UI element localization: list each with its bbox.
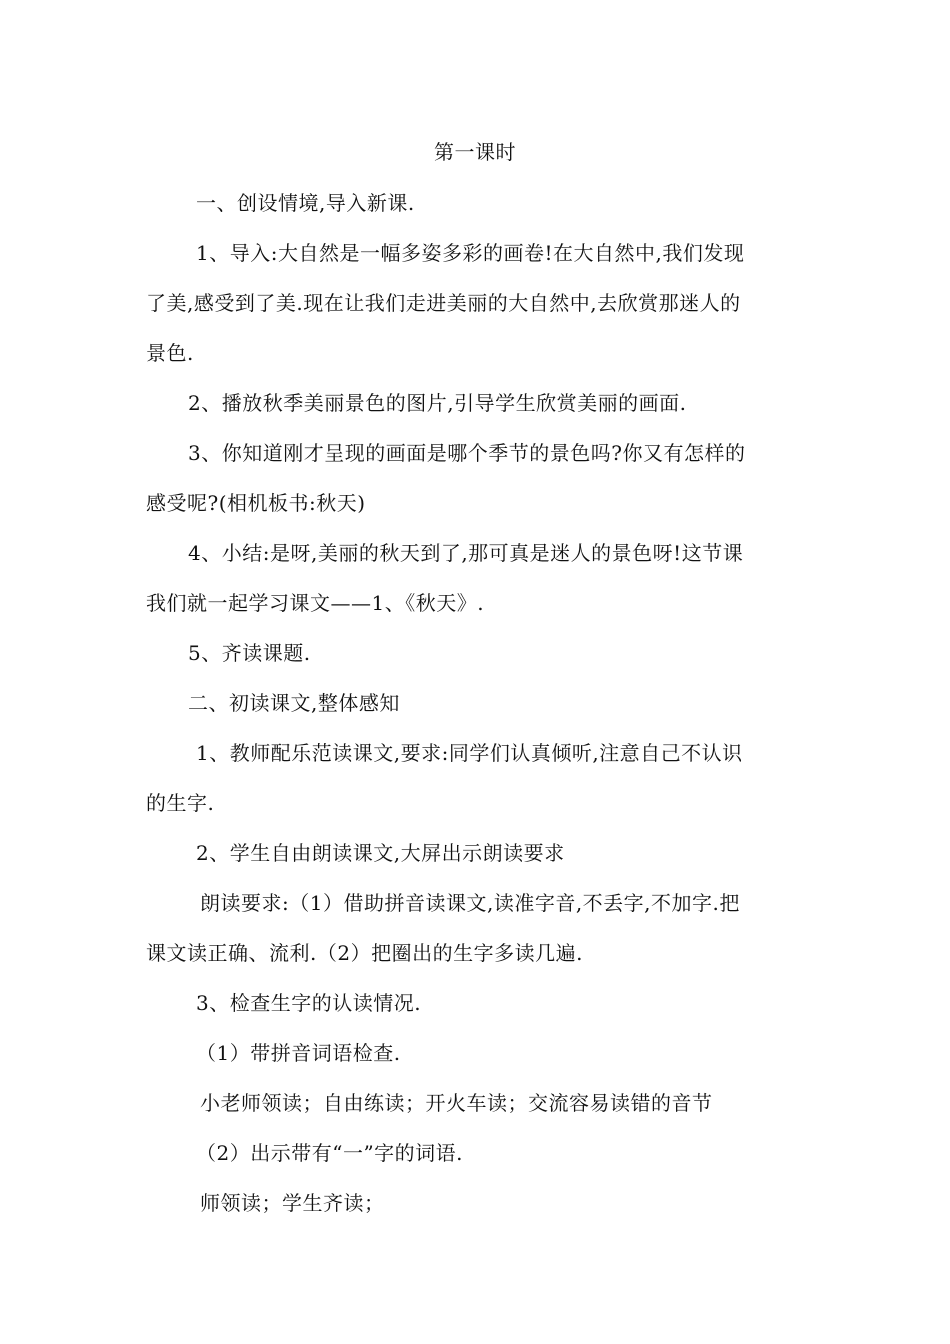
page-title: 第一课时 — [434, 140, 516, 164]
paragraph-line: 3、检查生字的认读情况. — [196, 991, 422, 1015]
paragraph-line: 了美,感受到了美.现在让我们走进美丽的大自然中,去欣赏那迷人的 — [146, 291, 741, 315]
paragraph-line: 1、导入:大自然是一幅多姿多彩的画卷!在大自然中,我们发现 — [196, 241, 745, 265]
paragraph-line: 小老师领读；自由练读；开火车读；交流容易读错的音节 — [200, 1091, 713, 1115]
paragraph-line: 2、播放秋季美丽景色的图片,引导学生欣赏美丽的画面. — [188, 391, 687, 415]
paragraph-line: 3、你知道刚才呈现的画面是哪个季节的景色吗?你又有怎样的 — [188, 441, 746, 465]
paragraph-line: 2、学生自由朗读课文,大屏出示朗读要求 — [196, 841, 565, 865]
section-heading-1: 一、创设情境,导入新课. — [196, 191, 415, 215]
paragraph-line: 我们就一起学习课文——1、《秋天》. — [146, 591, 485, 615]
paragraph-line: 5、齐读课题. — [188, 641, 311, 665]
paragraph-line: 景色. — [146, 341, 194, 365]
paragraph-line: 师领读；学生齐读； — [200, 1191, 385, 1215]
paragraph-line: 4、小结:是呀,美丽的秋天到了,那可真是迷人的景色呀!这节课 — [188, 541, 744, 565]
paragraph-line: （1）带拼音词语检查. — [196, 1041, 401, 1065]
paragraph-line: 的生字. — [146, 791, 215, 815]
paragraph-line: （2）出示带有“一”字的词语. — [196, 1141, 464, 1165]
paragraph-line: 朗读要求:（1）借助拼音读课文,读准字音,不丢字,不加字.把 — [200, 891, 740, 915]
paragraph-line: 1、教师配乐范读课文,要求:同学们认真倾听,注意自己不认识 — [196, 741, 743, 765]
paragraph-line: 感受呢?(相机板书:秋天) — [146, 491, 366, 515]
paragraph-line: 课文读正确、流利.（2）把圈出的生字多读几遍. — [146, 941, 583, 965]
section-heading-2: 二、初读课文,整体感知 — [188, 691, 400, 715]
